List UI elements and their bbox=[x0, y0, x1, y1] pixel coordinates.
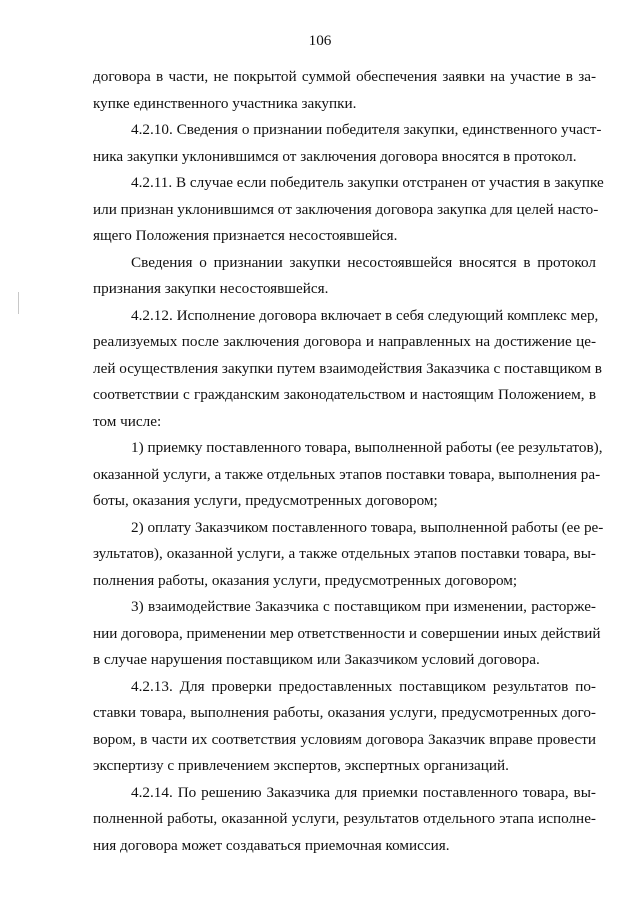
text-line: полненной работы, оказанной услуги, результатов отдельного этапа исполне- bbox=[93, 810, 596, 827]
text-line: 4.2.14. По решению Заказчика для приемки поставленного товара, вы- bbox=[131, 784, 596, 801]
text-line: 2) оплату Заказчиком поставленного товара, выполненной работы (ее ре- bbox=[131, 519, 604, 536]
text-line: реализуемых после заключения договора и направленных на достижение це- bbox=[93, 333, 596, 350]
text-line: признания закупки несостоявшейся. bbox=[93, 280, 329, 297]
page-number: 106 bbox=[308, 32, 332, 49]
text-line: полнения работы, оказания услуги, предусмотренных договором; bbox=[93, 572, 518, 589]
text-line: или признан уклонившимся от заключения договора закупка для целей насто- bbox=[93, 201, 599, 218]
text-line: боты, оказания услуги, предусмотренных договором; bbox=[93, 492, 438, 509]
text-line: нии договора, применении мер ответственности и совершении иных действий bbox=[93, 625, 601, 642]
text-line: 1) приемку поставленного товара, выполненной работы (ее результатов), bbox=[131, 439, 603, 456]
text-line: Сведения о признании закупки несостоявшейся вносятся в протокол bbox=[131, 254, 596, 271]
text-line: ставки товара, выполнения работы, оказания услуги, предусмотренных дого- bbox=[93, 704, 596, 721]
text-line: ния договора может создаваться приемочная комиссия. bbox=[93, 837, 450, 854]
text-line: 3) взаимодействие Заказчика с поставщиком при изменении, расторже- bbox=[131, 598, 596, 615]
text-line: купке единственного участника закупки. bbox=[93, 95, 357, 112]
text-line: соответствии с гражданским законодательством и настоящим Положением, в bbox=[93, 386, 596, 403]
text-line: ника закупки уклонившимся от заключения договора вносятся в протокол. bbox=[93, 148, 577, 165]
text-line: договора в части, не покрытой суммой обеспечения заявки на участие в за- bbox=[93, 68, 596, 85]
text-line: зультатов), оказанной услуги, а также отдельных этапов поставки товара, вы- bbox=[93, 545, 596, 562]
text-line: 4.2.12. Исполнение договора включает в себя следующий комплекс мер, bbox=[131, 307, 599, 324]
text-line: вором, в части их соответствия условиям договора Заказчик вправе провести bbox=[93, 731, 596, 748]
text-line: в случае нарушения поставщиком или Заказчиком условий договора. bbox=[93, 651, 540, 668]
text-line: 4.2.13. Для проверки предоставленных поставщиком результатов по- bbox=[131, 678, 596, 695]
text-line: 4.2.11. В случае если победитель закупки отстранен от участия в закупке bbox=[131, 174, 604, 191]
text-line: оказанной услуги, а также отдельных этапов поставки товара, выполнения ра- bbox=[93, 466, 601, 483]
text-line: том числе: bbox=[93, 413, 162, 430]
text-line: ящего Положения признается несостоявшейся. bbox=[93, 227, 398, 244]
text-line: экспертизу с привлечением экспертов, экспертных организаций. bbox=[93, 757, 509, 774]
text-line: 4.2.10. Сведения о признании победителя закупки, единственного участ- bbox=[131, 121, 602, 138]
text-line: лей осуществления закупки путем взаимодействия Заказчика с поставщиком в bbox=[93, 360, 602, 377]
margin-mark bbox=[18, 292, 19, 314]
